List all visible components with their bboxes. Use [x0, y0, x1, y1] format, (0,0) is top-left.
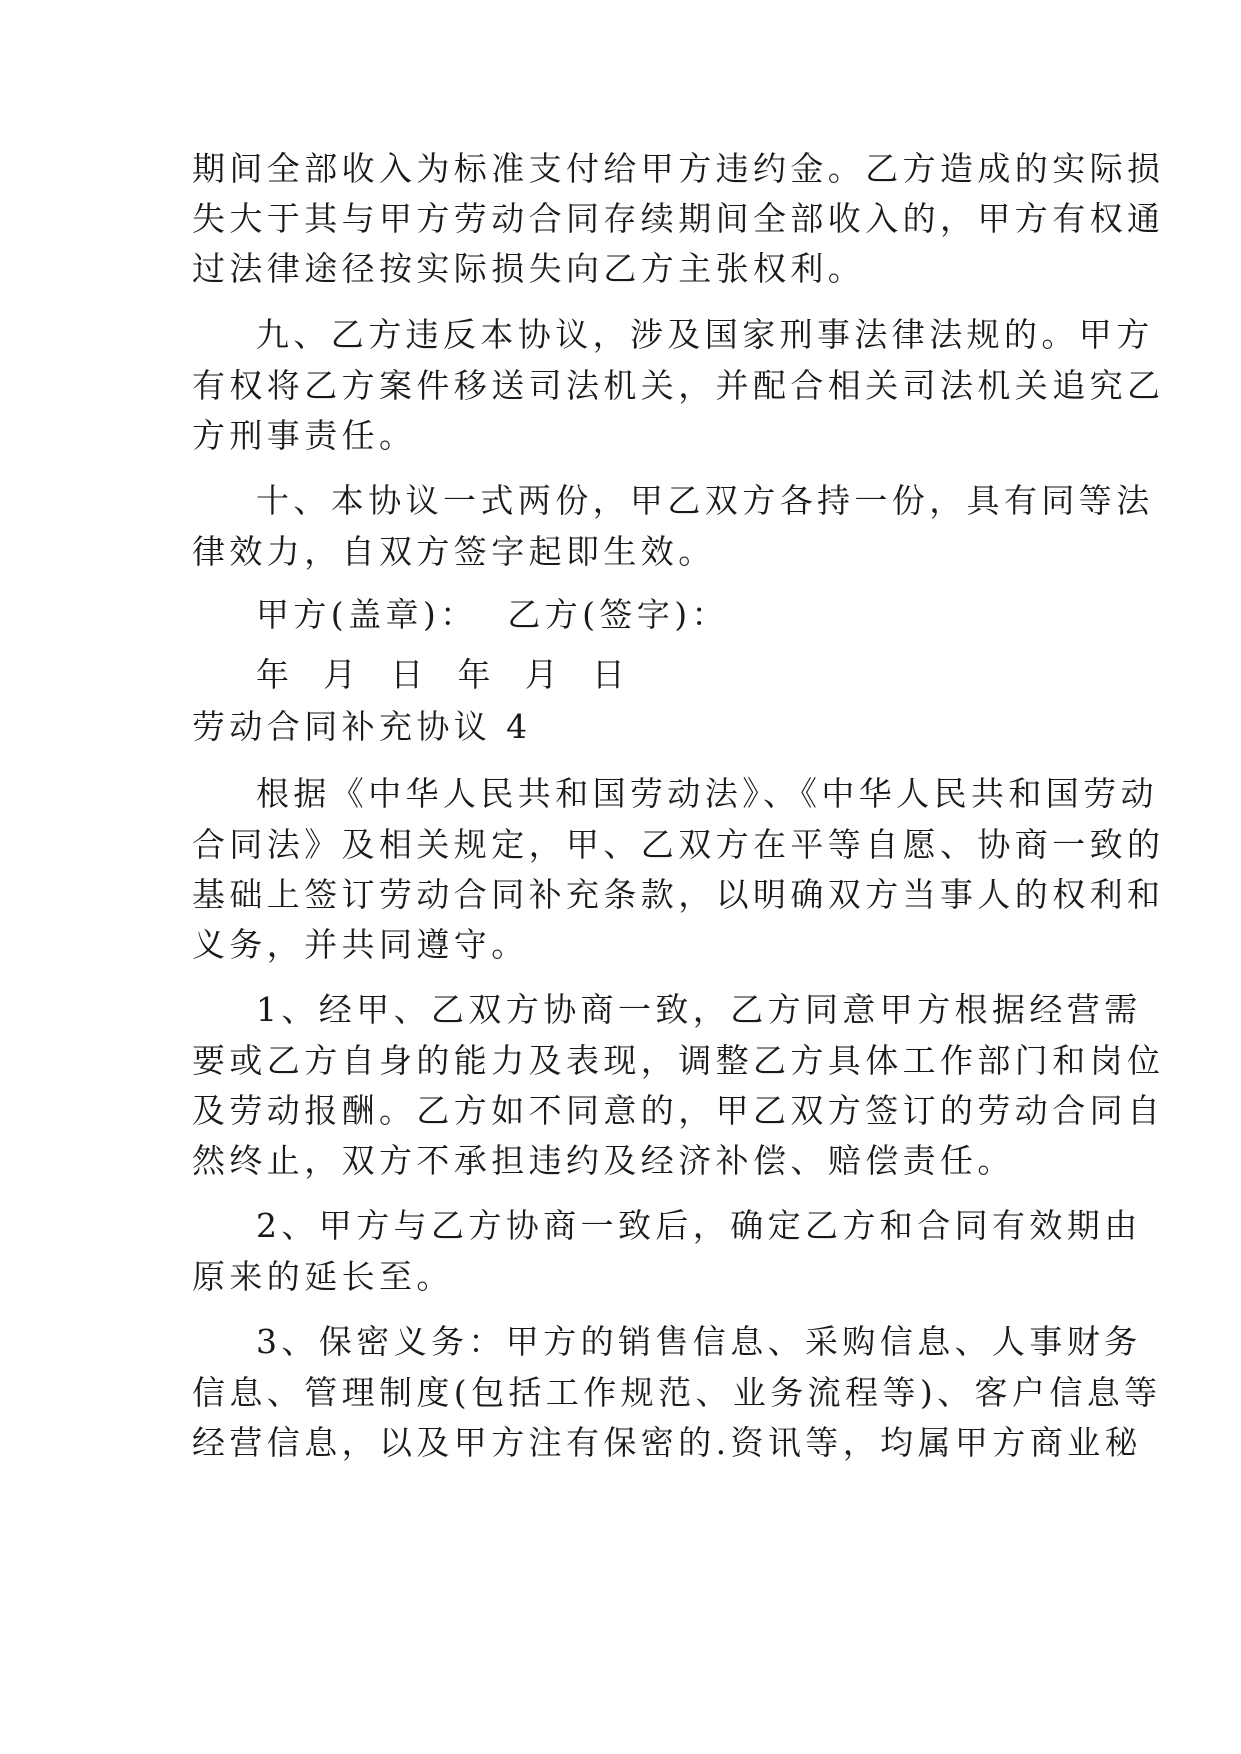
- text-line-20: 2、甲方与乙方协商一致后，确定乙方和合同有效期由: [256, 1206, 1142, 1245]
- text-line-5: 有权将乙方案件移送司法机关，并配合相关司法机关追究乙: [192, 366, 1165, 405]
- text-line-21: 原来的延长至。: [192, 1257, 454, 1296]
- text-line-13: 合同法》及相关规定，甲、乙双方在平等自愿、协商一致的: [192, 825, 1165, 864]
- text-line-15: 义务，并共同遵守。: [192, 925, 529, 964]
- text-line-18: 及劳动报酬。乙方如不同意的，甲乙双方签订的劳动合同自: [192, 1091, 1165, 1130]
- text-line-6: 方刑事责任。: [192, 416, 417, 455]
- text-line-23: 信息、管理制度(包括工作规范、业务流程等)、客户信息等: [192, 1373, 1162, 1412]
- text-line-4: 九、乙方违反本协议，涉及国家刑事法律法规的。甲方: [256, 315, 1154, 354]
- text-line-19: 然终止，双方不承担违约及经济补偿、赔偿责任。: [192, 1141, 1015, 1180]
- text-line-14: 基础上签订劳动合同补充条款，以明确双方当事人的权利和: [192, 875, 1165, 914]
- text-line-16: 1、经甲、乙双方协商一致，乙方同意甲方根据经营需: [256, 990, 1142, 1029]
- section-title: 劳动合同补充协议 4: [192, 707, 532, 746]
- date-line: 年 月 日 年 月 日: [256, 655, 630, 694]
- text-line-3: 过法律途径按实际损失向乙方主张权利。: [192, 249, 866, 288]
- text-line-7: 十、本协议一式两份，甲乙双方各持一份，具有同等法: [256, 481, 1154, 520]
- text-line-22: 3、保密义务：甲方的销售信息、采购信息、人事财务: [256, 1322, 1142, 1361]
- text-line-12: 根据《中华人民共和国劳动法》、《中华人民共和国劳动: [256, 774, 1158, 813]
- text-line-17: 要或乙方自身的能力及表现，调整乙方具体工作部门和岗位: [192, 1041, 1165, 1080]
- text-line-2: 失大于其与甲方劳动合同存续期间全部收入的，甲方有权通: [192, 199, 1165, 238]
- text-line-1: 期间全部收入为标准支付给甲方违约金。乙方造成的实际损: [192, 149, 1165, 188]
- text-line-8: 律效力，自双方签字起即生效。: [192, 532, 716, 571]
- signature-line: 甲方(盖章)： 乙方(签字)：: [256, 595, 729, 634]
- text-line-24: 经营信息，以及甲方注有保密的.资讯等，均属甲方商业秘: [192, 1423, 1142, 1462]
